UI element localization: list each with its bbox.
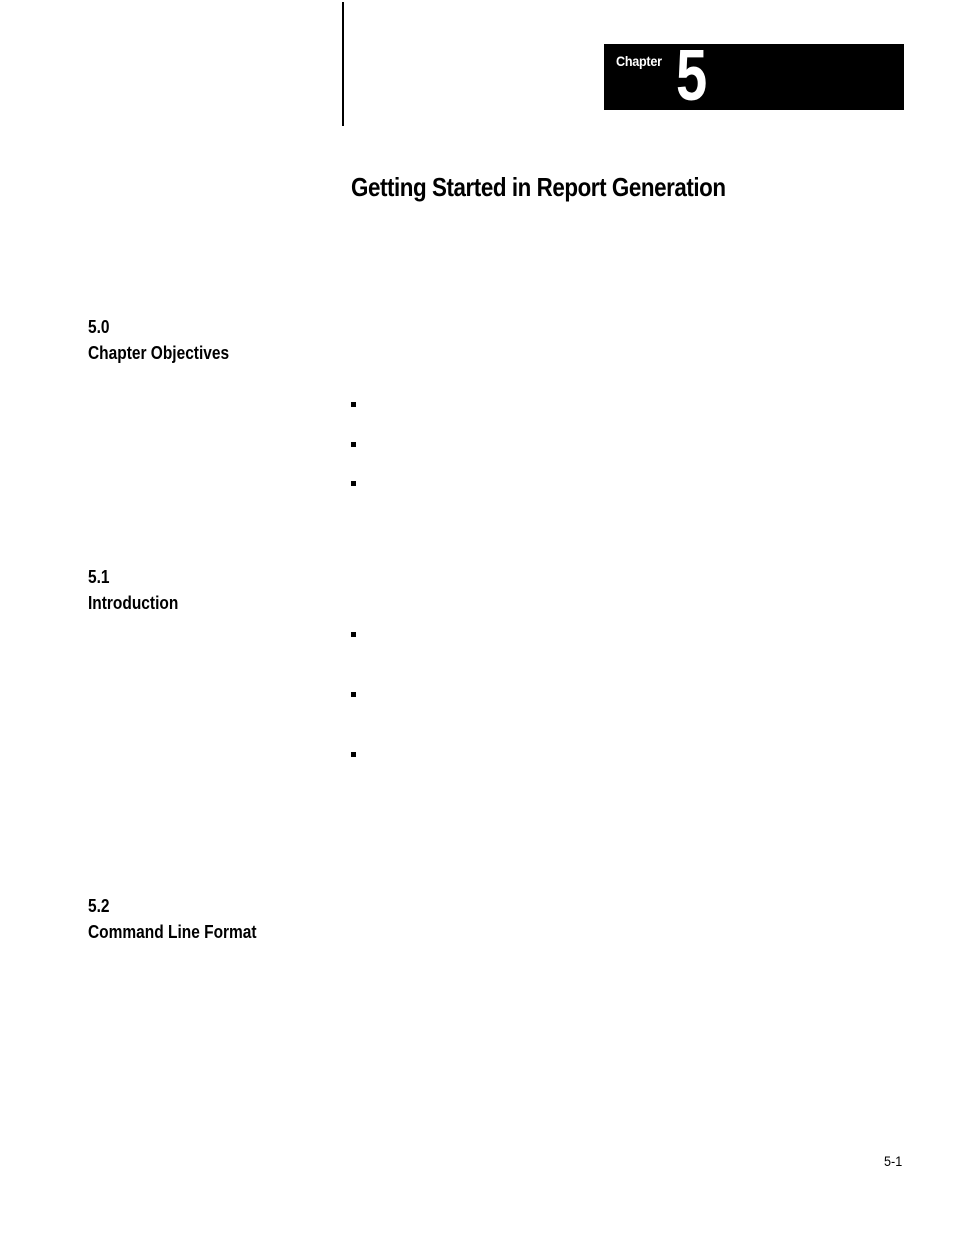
section-heading-chapter-objectives — [88, 314, 229, 366]
section-number: 5.2 — [88, 896, 110, 916]
section-number: 5.0 — [88, 317, 110, 337]
section-title: Introduction — [88, 593, 179, 613]
section-title: Chapter Objectives — [88, 343, 230, 363]
chapter-number: 5 — [676, 36, 708, 116]
chapter-label: Chapter — [616, 53, 662, 69]
bullet-marker — [351, 481, 356, 486]
bullet-marker — [351, 442, 356, 447]
section-heading-introduction — [88, 564, 178, 616]
bullet-marker — [351, 692, 356, 697]
bullet-marker — [351, 752, 356, 757]
chapter-tab — [604, 36, 904, 116]
bullet-marker — [351, 632, 356, 637]
page-number: 5-1 — [884, 1153, 903, 1169]
section-title: Command Line Format — [88, 922, 257, 942]
margin-rule — [342, 2, 344, 126]
section-number: 5.1 — [88, 567, 110, 587]
page-title: Getting Started in Report Generation — [351, 172, 726, 202]
section-heading-command-line-format — [88, 893, 257, 945]
bullet-marker — [351, 402, 356, 407]
